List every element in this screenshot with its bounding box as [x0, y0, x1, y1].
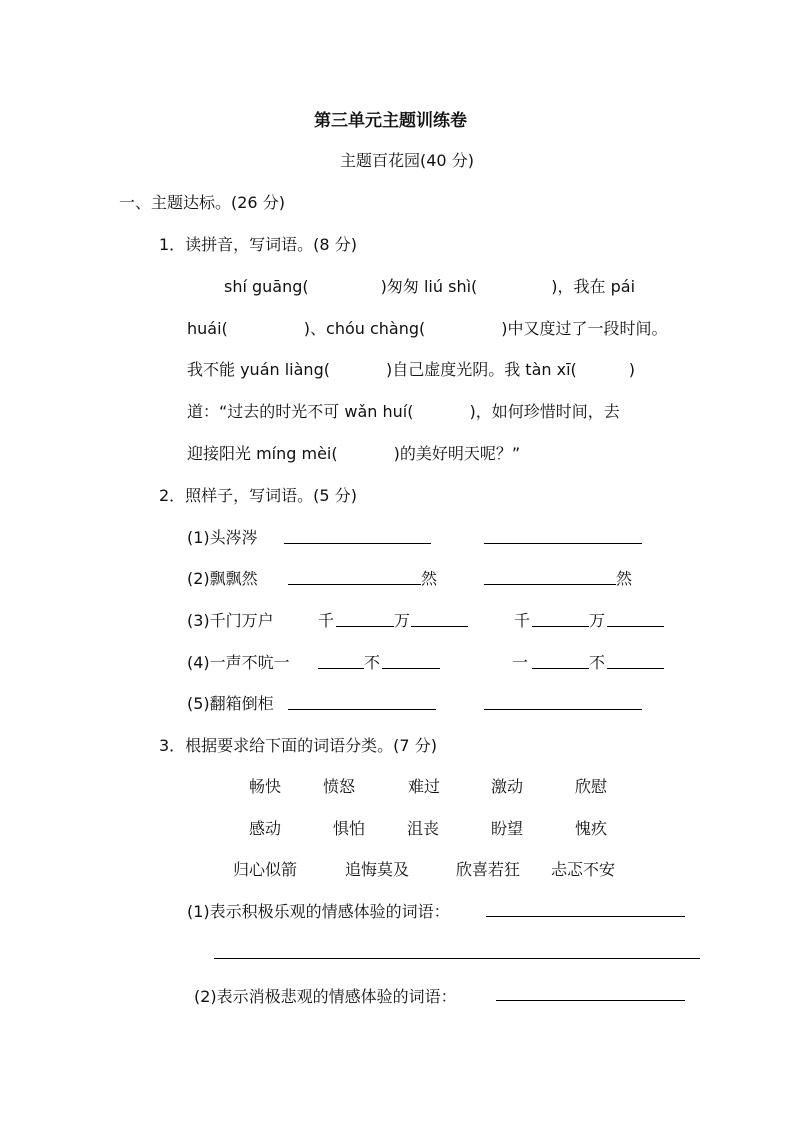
q1-line-3-a: 我不能 yuán liàng(	[187, 360, 330, 379]
answer-line[interactable]	[284, 543, 431, 544]
word-bank-item: 沮丧	[407, 819, 440, 838]
word-bank-item: 忐忑不安	[551, 860, 616, 879]
q2-item-2-label: (2)飘飘然	[187, 569, 258, 588]
answer-line[interactable]	[532, 668, 589, 669]
answer-line[interactable]	[484, 584, 616, 585]
q2-item-1-label: (1)头涔涔	[187, 528, 258, 547]
word-bank-item: 欣慰	[575, 777, 608, 796]
q2-item-3-char-4: 万	[589, 611, 606, 630]
q1-line-1-a: shí guāng(	[224, 277, 309, 296]
page-subtitle: 主题百花园(40 分)	[340, 151, 474, 170]
answer-line[interactable]	[318, 668, 364, 669]
q2-item-3-label: (3)千门万户	[187, 611, 274, 630]
q2-item-3-char-2: 万	[394, 611, 411, 630]
question-3-heading: 3．根据要求给下面的词语分类。(7 分)	[159, 736, 437, 755]
q2-item-2-suffix: 然	[421, 569, 438, 588]
word-bank-item: 追悔莫及	[345, 860, 410, 879]
answer-line[interactable]	[288, 709, 436, 710]
answer-line[interactable]	[288, 584, 421, 585]
answer-line[interactable]	[496, 1000, 685, 1001]
word-bank-item: 欣喜若狂	[456, 860, 521, 879]
answer-line[interactable]	[607, 626, 664, 627]
answer-line[interactable]	[336, 626, 394, 627]
q1-line-2	[187, 316, 668, 339]
q2-item-4-char-2: 不	[589, 653, 606, 672]
answer-line[interactable]	[532, 626, 589, 627]
word-bank-item: 激动	[491, 777, 524, 796]
q2-item-5-label: (5)翻箱倒柜	[187, 694, 274, 713]
q1-line-4-a: 道：“过去的时光不可 wǎn huí(	[187, 402, 414, 421]
answer-line[interactable]	[382, 668, 440, 669]
question-1-heading: 1．读拼音，写词语。(8 分)	[159, 235, 357, 254]
q1-line-2-c: )中又度过了一段时间。	[501, 319, 668, 338]
answer-line[interactable]	[484, 709, 642, 710]
q3-sub-1-label: (1)表示积极乐观的情感体验的词语：	[187, 902, 450, 921]
word-bank-item: 盼望	[491, 819, 524, 838]
word-bank-item: 愧疚	[575, 819, 608, 838]
word-bank-item: 愤怒	[323, 777, 356, 796]
q1-line-5-b: )的美好明天呢？”	[393, 444, 521, 463]
q2-item-4-label: (4)一声不吭一	[187, 653, 290, 672]
q2-item-3-char-3: 千	[514, 611, 531, 630]
answer-line[interactable]	[214, 958, 700, 959]
q3-sub-2-label: (2)表示消极悲观的情感体验的词语：	[194, 987, 457, 1006]
q2-item-2-suffix-2: 然	[616, 569, 633, 588]
q1-line-1-c: )，我在 pái	[551, 277, 636, 296]
q2-item-3-char-1: 千	[318, 611, 335, 630]
answer-line[interactable]	[486, 916, 685, 917]
q1-line-1-b: )匆匆 liú shì(	[380, 277, 478, 296]
q1-line-5	[187, 441, 520, 464]
q1-line-2-b: )、chóu chàng(	[303, 319, 426, 338]
word-bank-item: 归心似箭	[233, 860, 298, 879]
q1-line-4-b: )，如何珍惜时间，去	[469, 402, 620, 421]
section-heading: 一、主题达标。(26 分)	[119, 193, 285, 212]
q2-item-4-char-1: 一	[512, 653, 529, 672]
answer-line[interactable]	[411, 626, 468, 627]
question-2-heading: 2．照样子，写词语。(5 分)	[159, 486, 357, 505]
answer-line[interactable]	[607, 668, 664, 669]
q1-line-3	[187, 357, 635, 380]
q1-line-5-a: 迎接阳光 míng mèi(	[187, 444, 338, 463]
q1-line-4	[187, 399, 620, 422]
q2-item-4-mid: 不	[364, 653, 381, 672]
word-bank-item: 感动	[249, 819, 282, 838]
q1-line-3-b: )自己虚度光阴。我 tàn xī(	[385, 360, 577, 379]
q1-line-3-c: )	[628, 360, 636, 379]
q1-line-1	[224, 274, 635, 297]
word-bank-item: 惧怕	[333, 819, 366, 838]
word-bank-item: 畅快	[249, 777, 282, 796]
answer-line[interactable]	[484, 543, 642, 544]
page-title: 第三单元主题训练卷	[314, 111, 467, 131]
word-bank-item: 难过	[408, 777, 441, 796]
q1-line-2-a: huái(	[187, 319, 228, 338]
